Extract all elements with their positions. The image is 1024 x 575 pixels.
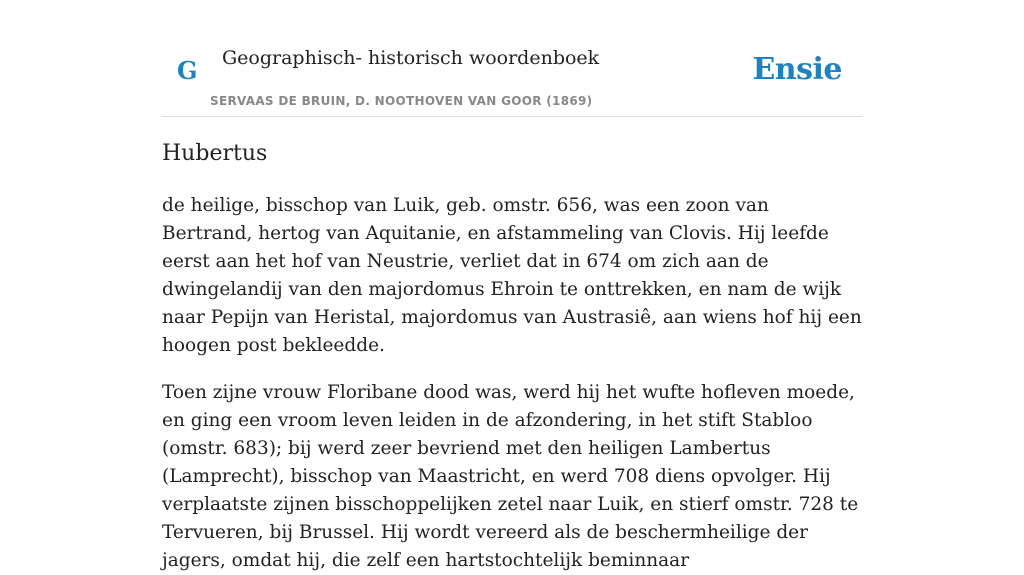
- header: [162, 0, 862, 117]
- book-title-link[interactable]: Geographisch- historisch woordenboek: [222, 47, 600, 69]
- entry-paragraph: de heilige, bisschop van Luik, geb. omstr. 656, was een zoon van Bertrand, hertog van Aquitanie, en afstammeling van Clovis. Hij leefde eerst aan het hof van Neustrie, verliet dat in 674 om zich aan de dwingelandij van den majordomus Ehroin te onttrekken, en nam de wijk naar Pepijn van Heristal, majordomus van Austrasiê, aan wiens hof hij een hoogen post bekleedde.: [162, 195, 862, 356]
- book-authors: SERVAAS DE BRUIN, D. NOOTHOVEN VAN GOOR (1869): [210, 94, 593, 108]
- entry-content: [162, 136, 862, 575]
- book-logo-icon[interactable]: G: [177, 56, 198, 85]
- entry-title: Hubertus: [162, 141, 268, 166]
- entry-paragraph: Toen zijne vrouw Floribane dood was, werd hij het wufte hofleven moede, en ging een vroom leven leiden in de afzondering, in het stift Stabloo (omstr. 683); bij werd zeer bevriend met den heiligen Lambertus (Lamprecht), bisschop van Maastricht, en werd 708 diens opvolger. Hij verplaatste zijnen bisschoppelijken zetel naar Luik, en stierf omstr. 728 te Tervueren, bij Brussel. Hij wordt vereerd als de beschermheilige der jagers, omdat hij, die zelf een hartstochtelijk beminnaar: [162, 382, 859, 571]
- ensie-logo-link[interactable]: Ensie: [752, 52, 842, 87]
